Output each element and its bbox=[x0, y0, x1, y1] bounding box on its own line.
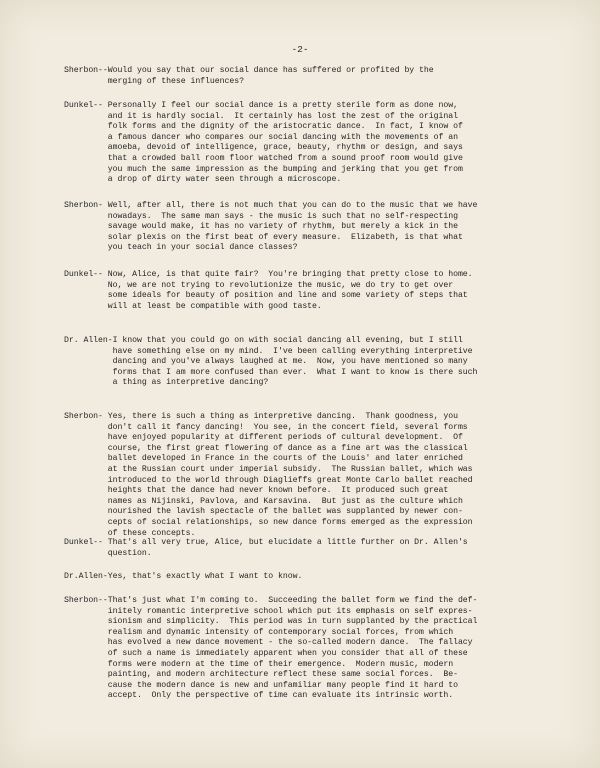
text-line: names as Nijinski, Pavlova, and Karsavina. But just as the culture which bbox=[107, 496, 463, 506]
speaker-name: Sherbon- bbox=[64, 201, 108, 210]
text-line: cause the modern dance is new and unfamiliar many people find it hard to bbox=[107, 680, 458, 690]
speaker-name: Sherbon-- bbox=[64, 596, 108, 605]
dialogue-paragraph bbox=[64, 201, 477, 254]
dialogue-text bbox=[108, 101, 463, 186]
text-line: will at least be compatible with good taste. bbox=[107, 301, 322, 311]
text-line: Yes, there is such a thing as interpretive dancing. Thank goodness, you bbox=[107, 412, 458, 421]
dialogue-text bbox=[108, 572, 303, 583]
text-line: Personally I feel our social dance is a pretty sterile form as done now, bbox=[107, 101, 458, 110]
text-line: forms that I am more confused than ever. What I want to know is there such bbox=[112, 367, 478, 377]
text-line: folk forms and the dignity of the aristocratic dance. In fact, I know of bbox=[107, 122, 463, 132]
text-line: nourished the lavish spectacle of the ballet was supplanted by newer con- bbox=[107, 507, 463, 517]
dialogue-text bbox=[108, 270, 473, 312]
text-line: you teach in your social dance classes? bbox=[107, 243, 298, 253]
text-line: have enjoyed popularity at different periods of cultural development. Of bbox=[107, 433, 463, 443]
text-line: has evolved a new dance movement - the so-called modern dance. The fallacy bbox=[107, 638, 473, 648]
text-line: at the Russian court under imperial subsidy. The Russian ballet, which was bbox=[107, 464, 473, 474]
text-line: initely romantic interpretive school which put its emphasis on self expres- bbox=[107, 606, 473, 616]
text-line: accept. Only the perspective of time can evaluate its intrinsic worth. bbox=[107, 691, 454, 701]
dialogue-paragraph bbox=[64, 538, 468, 559]
dialogue-text bbox=[108, 66, 434, 87]
text-line: painting, and modern architecture reflect these same social forces. Be- bbox=[107, 670, 458, 680]
text-line: you much the same impression as the bumping and jerking that you get from bbox=[107, 164, 463, 174]
dialogue-paragraph bbox=[64, 596, 477, 702]
text-line: course, the first great flowering of dance as a fine art was the classical bbox=[107, 443, 468, 453]
dialogue-paragraph bbox=[64, 572, 302, 583]
speaker-name: Dunkel-- bbox=[64, 101, 108, 110]
text-line: That's all very true, Alice, but elucidate a little further on Dr. Allen's bbox=[107, 538, 468, 547]
text-line: I know that you could go on with social dancing all evening, but I still bbox=[112, 336, 463, 345]
text-line: ballet developed in France in the courts of the Louis' and later enriched bbox=[107, 454, 463, 464]
text-line: That's just what I'm coming to. Succeeding the ballet form we find the def- bbox=[107, 596, 478, 605]
dialogue-paragraph bbox=[64, 66, 434, 87]
dialogue-paragraph bbox=[64, 101, 463, 186]
speaker-name: Dunkel-- bbox=[64, 538, 108, 547]
text-line: dancing and you've always laughed at me. Now, you have mentioned so many bbox=[112, 357, 468, 367]
text-line: amoeba, devoid of intelligence, grace, beauty, rhythm or design, and says bbox=[107, 143, 463, 153]
text-line: and it is hardly social. It certainly has lost the zest of the original bbox=[107, 111, 458, 121]
text-line: savage would make, it has no variety of rhythm, but merely a kick in the bbox=[107, 222, 458, 232]
dialogue-text bbox=[108, 412, 473, 539]
text-line: introduced to the world through Diaglieffs great Monte Carlo ballet reached bbox=[107, 475, 473, 485]
dialogue-paragraph bbox=[64, 270, 473, 312]
text-line: realism and dynamic intensity of contemporary social forces, from which bbox=[107, 627, 454, 637]
speaker-name: Sherbon-- bbox=[64, 66, 108, 75]
dialogue-text bbox=[113, 336, 478, 389]
text-line: a famous dancer who compares our social dancing with the movements of an bbox=[107, 132, 458, 142]
text-line: solar plexis on the first beat of every measure. Elizabeth, is that what bbox=[107, 232, 463, 242]
text-line: a drop of dirty water seen through a microscope. bbox=[107, 175, 342, 185]
dialogue-text bbox=[108, 596, 478, 702]
text-line: a thing as interpretive dancing? bbox=[112, 378, 269, 388]
page-number: -2- bbox=[291, 44, 309, 55]
text-line: of such a name is immediately apparent when you consider that all of these bbox=[107, 648, 468, 658]
text-line: heights that the dance had never known before. It produced such great bbox=[107, 486, 449, 496]
dialogue-text bbox=[108, 538, 468, 559]
text-line: Now, Alice, is that quite fair? You're bringing that pretty close to home. bbox=[107, 270, 473, 279]
text-line: have something else on my mind. I've been calling everything interpretive bbox=[112, 346, 473, 356]
text-line: No, we are not trying to revolutionize the music, we do try to get over bbox=[107, 280, 454, 290]
text-line: of these concepts. bbox=[107, 528, 196, 538]
speaker-name: Sherbon- bbox=[64, 412, 108, 421]
dialogue-paragraph bbox=[64, 336, 477, 389]
text-line: cepts of social relationships, so new dance forms emerged as the expression bbox=[107, 517, 473, 527]
speaker-name: Dr.Allen- bbox=[64, 572, 108, 581]
text-line: forms were modern at the time of their emergence. Modern music, modern bbox=[107, 659, 454, 669]
text-line: question. bbox=[107, 548, 152, 558]
text-line: merging of these influences? bbox=[107, 76, 244, 86]
speaker-name: Dr. Allen- bbox=[64, 336, 113, 345]
text-line: that a crowded ball room floor watched from a sound proof room would give bbox=[107, 153, 463, 163]
text-line: Would you say that our social dance has suffered or profited by the bbox=[107, 66, 434, 75]
dialogue-text bbox=[108, 201, 478, 254]
dialogue-paragraph bbox=[64, 412, 473, 539]
text-line: don't call it fancy dancing! You see, in the concert field, several forms bbox=[107, 422, 468, 432]
text-line: Yes, that's exactly what I want to know. bbox=[107, 572, 303, 581]
text-line: Well, after all, there is not much that you can do to the music that we have bbox=[107, 201, 478, 210]
text-line: nowadays. The same man says - the music is such that no self-respecting bbox=[107, 211, 458, 221]
text-line: some ideals for beauty of position and line and some variety of steps that bbox=[107, 291, 468, 301]
text-line: sionism and simplicity. This period was in turn supplanted by the practical bbox=[107, 617, 478, 627]
speaker-name: Dunkel-- bbox=[64, 270, 108, 279]
